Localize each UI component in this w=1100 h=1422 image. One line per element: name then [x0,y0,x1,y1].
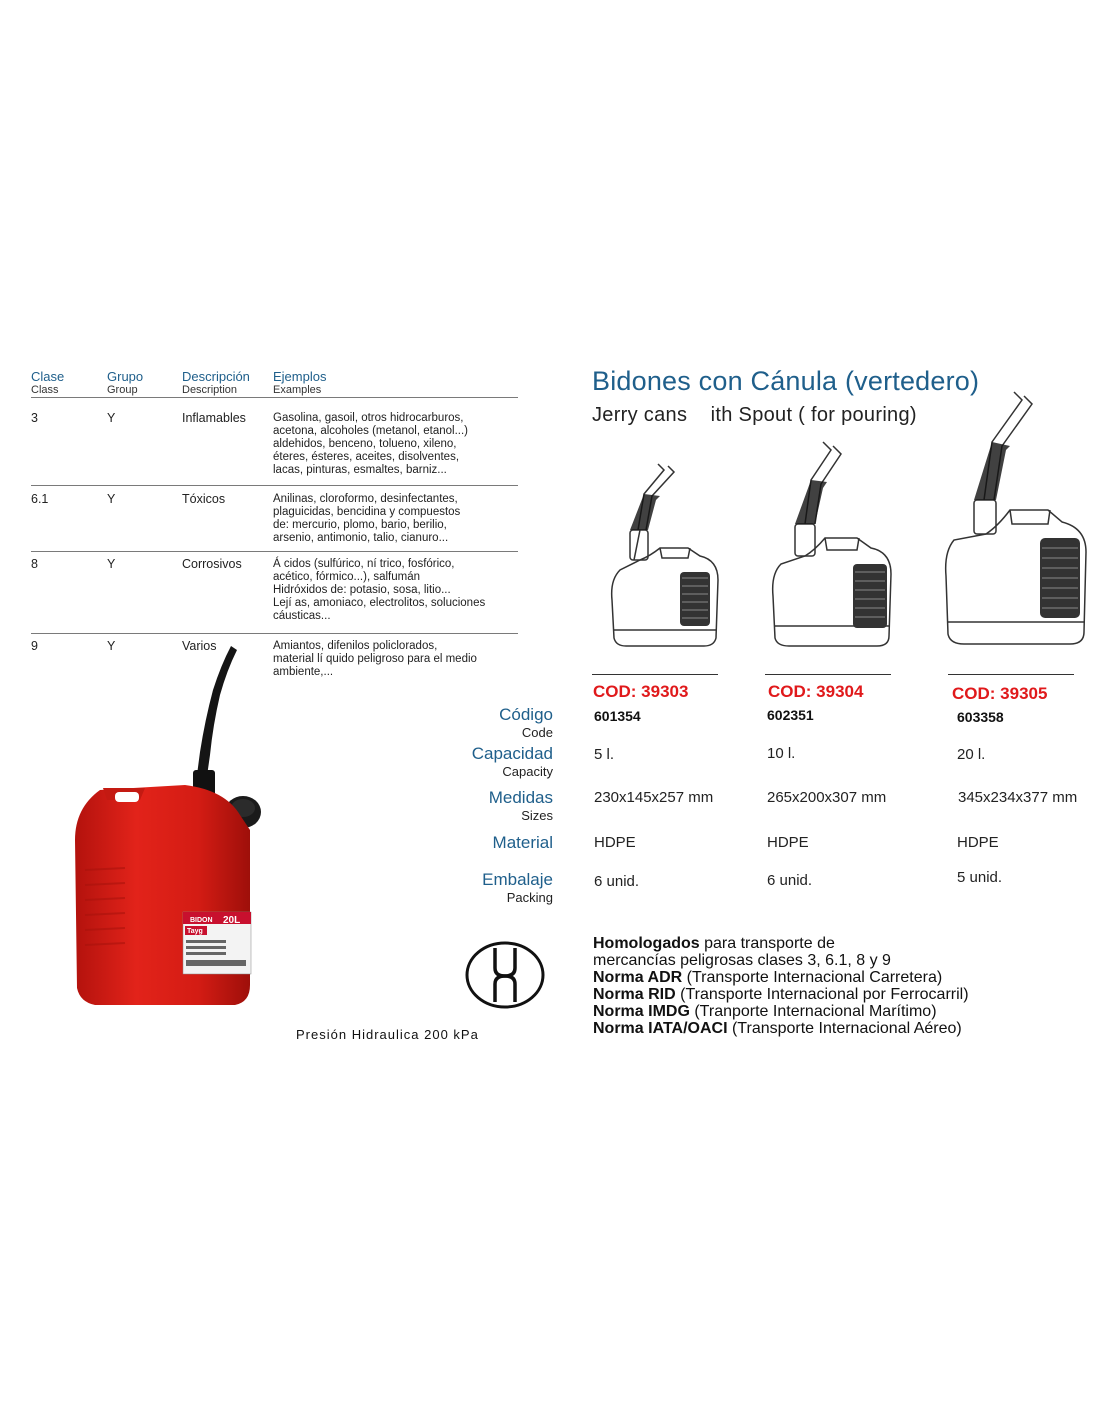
product-title: Bidones con Cánula (vertedero) [592,366,980,396]
caption-rule [948,674,1074,675]
row-clase: 3 [31,411,38,425]
size-value: 230x145x257 mm [594,789,714,806]
capacity-value: 10 l. [767,745,796,762]
row-grupo: Y [107,557,116,571]
sticker-type: BIDON [190,917,213,924]
row-grupo: Y [107,411,116,425]
row-ejemplos: Á cidos (sulfúrico, ní trico, fosfórico, acético, fórmico...), salfumán Hidróxidos de: potasio, sosa, litio... Lejí as, amoniaco, electrolitos, soluciones cáusticas... [273,558,486,622]
un-packaging-symbol-icon [465,940,545,1010]
row-ejemplos: Amiantos, difenilos policlorados, material lí quido peligroso para el medio ambiente,... [273,640,477,678]
red-jerry-can-image [55,640,295,1020]
size-value: 265x200x307 mm [767,789,887,806]
capacity-value: 20 l. [957,746,986,763]
header-clase: Clase Class [31,369,65,396]
table-header-divider [31,397,518,398]
approval-line: Norma RID (Transporte Internacional por Ferrocarril) [593,986,969,1003]
label-capacidad: Capacidad Capacity [471,744,553,779]
caption-rule [765,674,891,675]
can-10l-drawing [765,440,895,650]
row-divider [31,633,518,634]
row-grupo: Y [107,492,116,506]
material-value: HDPE [767,834,809,851]
material-value: HDPE [957,834,999,851]
pressure-note: Presión Hidraulica 200 kPa [296,1027,479,1042]
row-descripcion: Varios [182,639,217,653]
product-code: COD: 39304 [768,682,864,701]
row-grupo: Y [107,639,116,653]
packing-value: 6 unid. [767,872,813,889]
product-reference: 603358 [957,709,1004,725]
can-20l-drawing [940,390,1090,650]
label-material: Material [492,833,553,852]
size-value: 345x234x377 mm [958,789,1078,806]
material-value: HDPE [594,834,636,851]
row-divider [31,485,518,486]
product-code: COD: 39305 [952,684,1048,703]
product-subtitle: Jerry cans ith Spout ( for pouring) [592,404,917,426]
sticker-size: 20L [223,915,241,926]
header-ejemplos: Ejemplos Examples [273,369,327,396]
caption-rule [592,674,718,675]
approval-line: Homologados para transporte de [593,935,835,952]
approval-block [593,935,1093,1037]
row-ejemplos: Gasolina, gasoil, otros hidrocarburos, acetona, alcoholes (metanol, etanol...) aldehidos, benceno, tolueno, xileno, éteres, ésteres, aceites, disolventes, lacas, pinturas, esmaltes, barniz... [273,412,468,476]
can-5l-drawing [600,460,725,650]
approval-line: mercancías peligrosas clases 3, 6.1, 8 y 9 [593,952,891,969]
header-descripcion: Descripción Description [182,369,250,396]
product-reference: 602351 [767,707,814,723]
row-clase: 9 [31,639,38,653]
product-code: COD: 39303 [593,682,689,701]
label-medidas: Medidas Sizes [488,788,553,823]
header-grupo: Grupo Group [107,369,144,396]
approval-line: Norma IATA/OACI (Transporte Internacional Aéreo) [593,1020,962,1037]
row-descripcion: Tóxicos [182,492,226,506]
row-clase: 8 [31,557,38,571]
row-descripcion: Inflamables [182,411,246,425]
sticker-brand: Tayg [187,928,203,935]
label-embalaje: Embalaje Packing [482,870,553,905]
approval-line: Norma IMDG (Tranporte Internacional Marítimo) [593,1003,937,1020]
approval-line: Norma ADR (Transporte Internacional Carretera) [593,969,943,986]
row-divider [31,551,518,552]
label-codigo: Código Code [499,705,553,740]
row-ejemplos: Anilinas, cloroformo, desinfectantes, plaguicidas, bencidina y compuestos de: mercurio, plomo, bario, berilio, arsenio, antimonio, talio, cianuro... [273,493,461,544]
product-reference: 601354 [594,708,641,724]
capacity-value: 5 l. [594,746,615,763]
packing-value: 5 unid. [957,869,1003,886]
packing-value: 6 unid. [594,873,640,890]
row-descripcion: Corrosivos [182,557,242,571]
row-clase: 6.1 [31,492,49,506]
